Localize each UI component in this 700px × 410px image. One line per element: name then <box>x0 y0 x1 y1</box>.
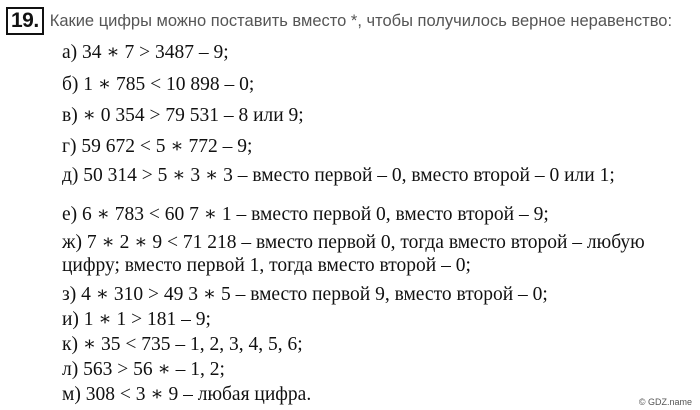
answer-l: л) 563 > 56 ∗ – 1, 2; <box>62 359 225 380</box>
answer-i: и) 1 ∗ 1 > 181 – 9; <box>62 309 211 330</box>
answer-a: а) 34 ∗ 7 > 3487 – 9; <box>62 42 229 63</box>
answer-m: м) 308 < 3 ∗ 9 – любая цифра. <box>62 384 312 405</box>
task-number: 19. <box>6 7 44 35</box>
answer-g: г) 59 672 < 5 ∗ 772 – 9; <box>62 136 253 157</box>
watermark: © GDZ.name <box>638 397 692 407</box>
answer-z: з) 4 ∗ 310 > 49 3 ∗ 5 – вместо первой 9, вместо второй – 0; <box>62 284 548 305</box>
answer-e: е) 6 ∗ 783 < 60 7 ∗ 1 – вместо первой 0, вместо второй – 9; <box>62 204 549 225</box>
answer-zh: ж) 7 ∗ 2 ∗ 9 < 71 218 – вместо первой 0, тогда вместо второй – любую <box>62 232 645 253</box>
answer-v: в) ∗ 0 354 > 79 531 – 8 или 9; <box>62 105 304 126</box>
answer-b: б) 1 ∗ 785 < 10 898 – 0; <box>62 74 255 95</box>
answer-k: к) ∗ 35 < 735 – 1, 2, 3, 4, 5, 6; <box>62 334 303 355</box>
answer-d: д) 50 314 > 5 ∗ 3 ∗ 3 – вместо первой – 0, вместо второй – 0 или 1; <box>62 165 615 186</box>
answer-zh-continued: цифру; вместо первой 1, тогда вместо второй – 0; <box>62 255 471 276</box>
task-question: Какие цифры можно поставить вместо *, чтобы получилось верное неравенство: <box>49 11 673 30</box>
task-header <box>6 6 672 36</box>
